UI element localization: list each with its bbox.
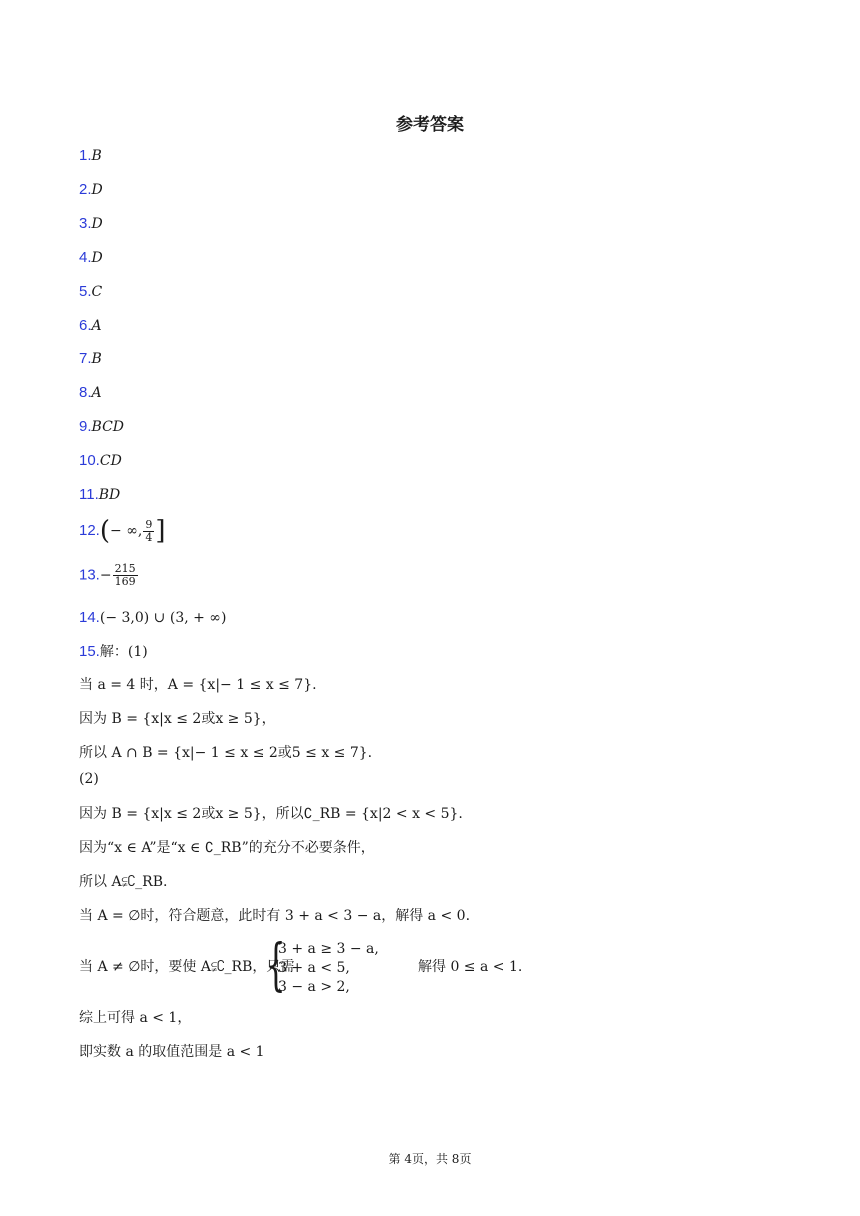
answer-number: 7. xyxy=(79,350,92,367)
answer-value: A xyxy=(91,385,102,401)
fraction-numerator: 9 xyxy=(145,517,153,531)
answer-number: 10. xyxy=(79,452,100,469)
answer-number: 15. xyxy=(79,643,100,660)
solution-line: 因为 B = {x|x ≤ 2或x ≥ 5}，所以∁_RB = {x|2 < x < 5}. xyxy=(79,806,463,822)
answer-number: 8. xyxy=(79,384,92,401)
answer-number: 14. xyxy=(79,609,100,626)
answer-value: C xyxy=(91,284,103,300)
answer-item xyxy=(79,317,102,335)
answer-item xyxy=(79,283,102,301)
system-row: 3 + a ≥ 3 − a, xyxy=(278,941,379,957)
answer-value: (− 3,0) ∪ (3, + ∞) xyxy=(99,610,227,626)
solution-final: 即实数 a 的取值范围是 a < 1 xyxy=(79,1044,265,1060)
left-brace: { xyxy=(266,933,286,998)
solution-line: 所以 A ∩ B = {x|− 1 ≤ x ≤ 2或5 ≤ x ≤ 7}. xyxy=(79,745,373,761)
system-row: 3 + a < 5, xyxy=(278,960,350,976)
answer-item xyxy=(79,384,102,402)
answer-item xyxy=(79,147,102,165)
answer-item xyxy=(79,249,103,267)
answer-number: 12. xyxy=(79,522,100,539)
page-title: 参考答案 xyxy=(396,115,464,135)
answer-number: 11. xyxy=(79,486,99,503)
answer-item xyxy=(79,215,103,233)
solution-line: 当 a = 4 时，A = {x|− 1 ≤ x ≤ 7}. xyxy=(79,677,317,693)
solution-conclusion: 综上可得 a < 1， xyxy=(79,1010,192,1026)
answer-item xyxy=(79,418,124,436)
answer-item xyxy=(79,181,103,199)
fraction xyxy=(113,563,138,588)
answer-item-14 xyxy=(79,609,226,627)
interval-right-bracket: ] xyxy=(155,516,166,546)
answer-value: A xyxy=(91,318,102,334)
answer-number: 2. xyxy=(79,181,92,198)
fraction-numerator: 215 xyxy=(114,562,136,575)
fraction xyxy=(143,519,154,544)
answer-number: 9. xyxy=(79,418,92,435)
answer-item-15 xyxy=(79,643,148,661)
answer-value: CD xyxy=(99,453,122,469)
answer-number: 4. xyxy=(79,249,92,266)
system-rows xyxy=(278,940,379,997)
page-footer: 第 4页，共 8页 xyxy=(388,1152,472,1166)
answer-value: D xyxy=(91,250,103,266)
fraction-denominator: 169 xyxy=(114,575,136,588)
answer-number: 3. xyxy=(79,215,92,232)
answer-item xyxy=(79,452,122,470)
answer-number: 1. xyxy=(79,147,92,164)
solution-line: 因为“x ∈ A”是“x ∈ ∁_RB”的充分不必要条件， xyxy=(79,840,375,856)
answer-value: D xyxy=(91,216,103,232)
answer-number: 5. xyxy=(79,283,92,300)
answer-item-12 xyxy=(79,516,165,546)
solution-line: 因为 B = {x|x ≤ 2或x ≥ 5}， xyxy=(79,711,276,727)
answer-item xyxy=(79,350,102,368)
solution-line: 当 A = ∅时，符合题意，此时有 3 + a < 3 − a，解得 a < 0. xyxy=(79,908,471,924)
solution-case2-suffix: 解得 0 ≤ a < 1. xyxy=(418,959,523,975)
answer-item-13 xyxy=(79,563,139,588)
answer-value: B xyxy=(91,351,102,367)
solution-line: (2) xyxy=(79,771,99,787)
answer-value: BCD xyxy=(91,419,124,435)
minus-sign: − xyxy=(99,567,112,584)
answer-number: 13. xyxy=(79,566,100,584)
interval-left-bracket: ( xyxy=(99,516,111,546)
answer-value: D xyxy=(91,182,103,198)
answer-item xyxy=(79,486,120,504)
solution-line: 所以 A⫋∁_RB. xyxy=(79,874,168,890)
answer-value: BD xyxy=(98,487,121,503)
fraction-denominator: 4 xyxy=(145,530,153,544)
interval-lower: − ∞, xyxy=(110,523,143,539)
answer-number: 6. xyxy=(79,317,92,334)
answer-value: B xyxy=(91,148,102,164)
system-row: 3 − a > 2, xyxy=(278,979,350,995)
solution-case2-prefix: 当 A ≠ ∅时，要使 A⫋∁_RB，只需 xyxy=(79,959,295,975)
solution-head: 解：(1) xyxy=(99,644,148,660)
